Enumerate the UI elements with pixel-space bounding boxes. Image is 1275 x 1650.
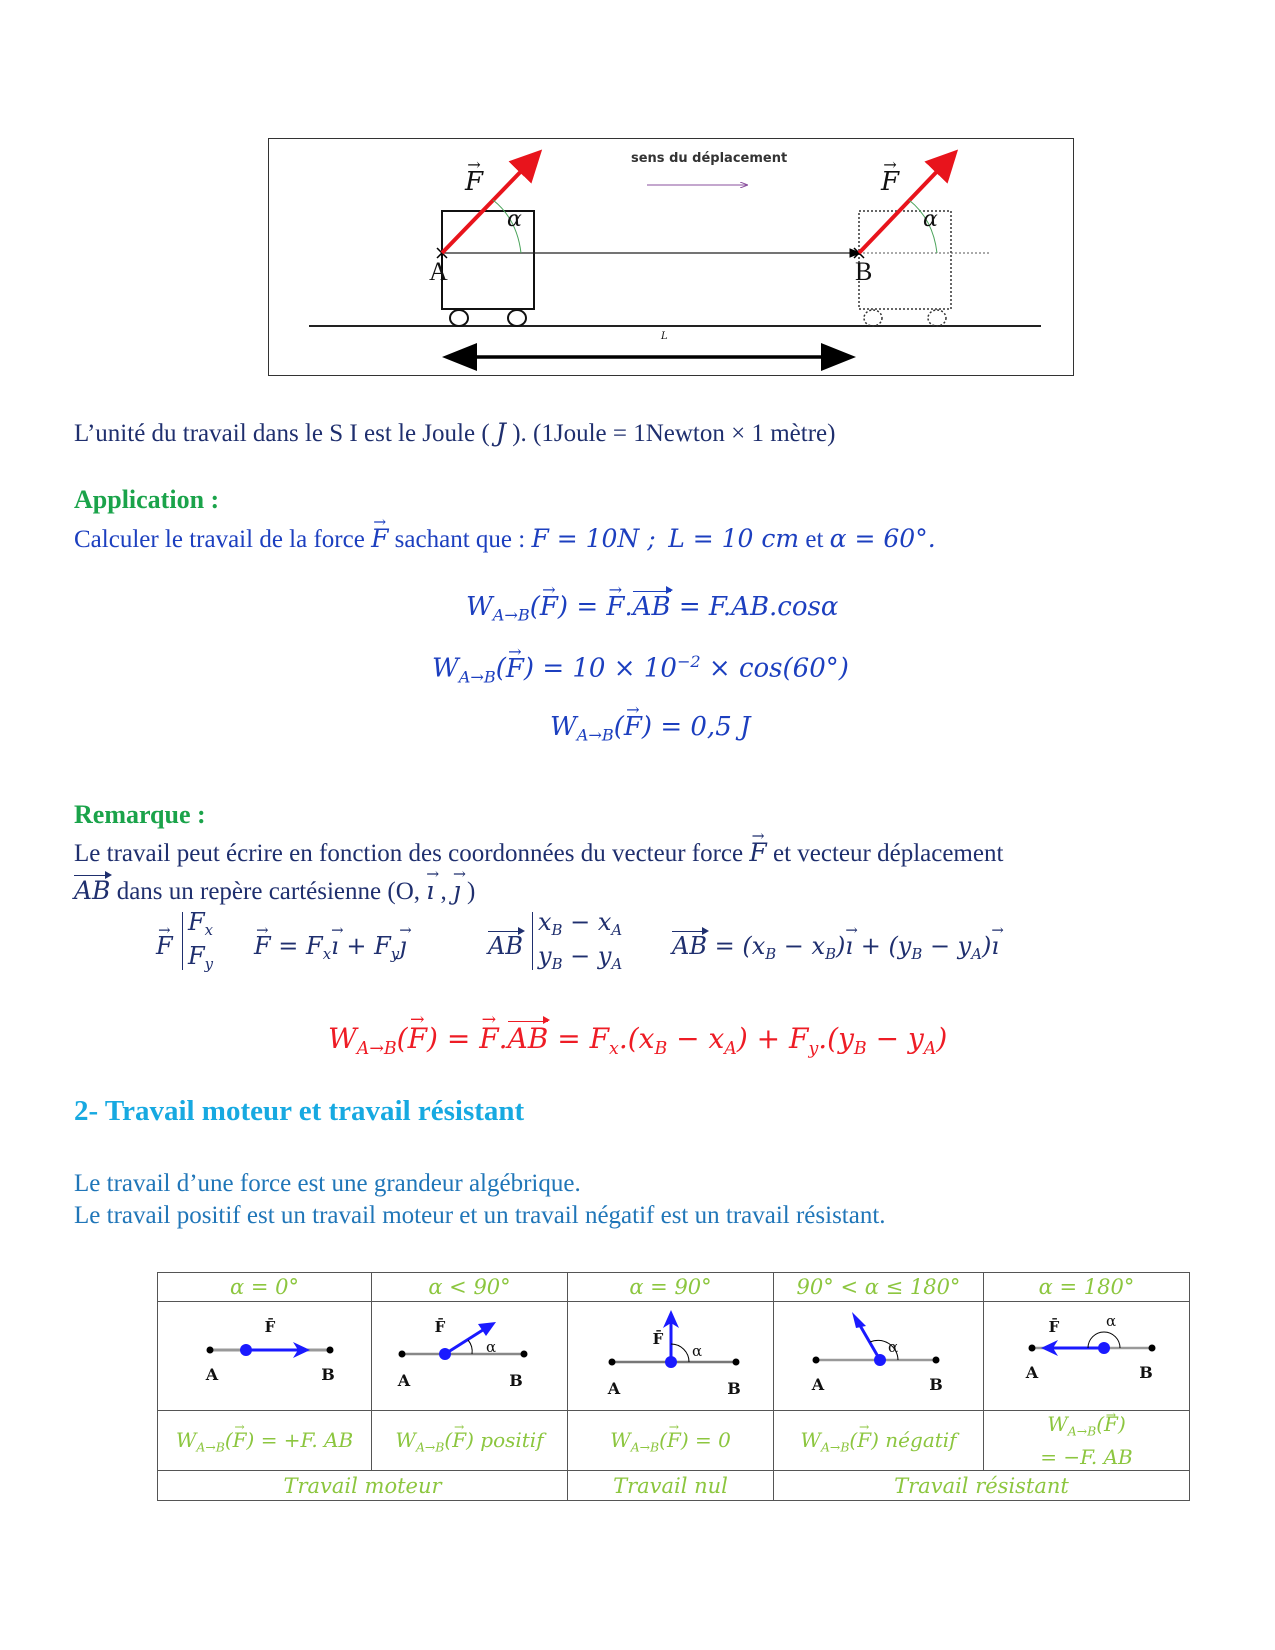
result-alpha-90: $W_{A\to B}(\to F) = 0$ bbox=[568, 1411, 774, 1471]
remarque-line-1: Le travail peut écrire en fonction des coordonnées du vecteur force → F et vecteur déplacement bbox=[74, 838, 1003, 868]
equation-3: $W_{A\to B}(\to F) = 0,5$ J bbox=[550, 712, 750, 745]
category-travail-moteur: Travail moteur bbox=[158, 1471, 568, 1501]
table-diagram-row bbox=[158, 1302, 1190, 1411]
category-travail-resistant: Travail résistant bbox=[774, 1471, 1190, 1501]
ab-decomposition: AB = $(x_B - x_B)\to$ ı + $(y_B - y_A)\to$ ı bbox=[672, 932, 999, 963]
diagram-alpha-lt-90 bbox=[372, 1302, 568, 1411]
svg-text:B: B bbox=[508, 1371, 523, 1390]
result-alpha-lt-90: $W_{A\to B}(\to F)$ positif bbox=[372, 1411, 568, 1471]
svg-text:B: B bbox=[1138, 1363, 1153, 1382]
unit-definition: L’unité du travail dans le S I est le Joule ( J ). (1Joule = 1Newton × 1 mètre) bbox=[74, 418, 836, 447]
svg-text:α: α bbox=[887, 1338, 898, 1356]
displacement-figure bbox=[268, 138, 1074, 376]
table-result-row bbox=[158, 1411, 1190, 1471]
header-alpha-lt-90: α < 90° bbox=[372, 1273, 568, 1302]
angle-label-b: α bbox=[923, 207, 938, 232]
svg-text:F̄: F̄ bbox=[652, 1330, 663, 1348]
cart-diagram bbox=[269, 139, 1075, 377]
diagram-alpha-0 bbox=[158, 1302, 372, 1411]
application-statement: Calculer le travail de la force → F sachant que : F = 10N ; L = 10 cm et α = 60°. bbox=[74, 524, 936, 554]
point-a-label: A bbox=[429, 257, 448, 286]
remarque-heading: Remarque : bbox=[74, 800, 206, 829]
equation-2: $W_{A\to B}(\to F) = 10 \times 10^{-2} \times \cos(60^\circ)$ bbox=[432, 652, 849, 686]
svg-text:F̄: F̄ bbox=[264, 1318, 275, 1336]
diagram-alpha-90 bbox=[568, 1302, 774, 1411]
svg-text:B: B bbox=[928, 1375, 943, 1394]
remarque-line-2: AB dans un repère cartésienne (O, → ı , → ȷ ) bbox=[74, 876, 475, 906]
svg-text:A: A bbox=[1025, 1363, 1038, 1382]
work-cases-table bbox=[157, 1272, 1190, 1501]
result-alpha-0: $W_{A\to B}(\to F) = +F$. AB bbox=[158, 1411, 372, 1471]
svg-text:A: A bbox=[397, 1371, 410, 1390]
header-alpha-90-180: 90° < α ≤ 180° bbox=[774, 1273, 984, 1302]
force-label-b: → F bbox=[881, 167, 899, 197]
diagram-alpha-90-180 bbox=[774, 1302, 984, 1411]
header-alpha-180: α = 180° bbox=[984, 1273, 1190, 1302]
svg-text:A: A bbox=[607, 1379, 620, 1398]
section-2-line-1: Le travail d’une force est une grandeur algébrique. bbox=[74, 1170, 581, 1197]
header-alpha-90: α = 90° bbox=[568, 1273, 774, 1302]
category-travail-nul: Travail nul bbox=[568, 1471, 774, 1501]
svg-text:α: α bbox=[1105, 1312, 1116, 1330]
table-header-row bbox=[158, 1273, 1190, 1302]
application-heading: Application : bbox=[74, 485, 220, 514]
svg-text:α: α bbox=[691, 1342, 702, 1360]
force-label-a: → F bbox=[465, 167, 483, 197]
equation-1: $W_{A\to B}(\to F)$ = → F.AB = F.AB.cosα bbox=[466, 592, 838, 625]
svg-text:B: B bbox=[726, 1379, 741, 1398]
svg-text:F̄: F̄ bbox=[1048, 1318, 1059, 1336]
svg-text:A: A bbox=[811, 1375, 824, 1394]
result-alpha-180: $W_{A\to B}(\to F)$ = −F. AB bbox=[984, 1411, 1190, 1471]
work-coordinate-formula: $W_{A\to B}(\to F)$ = → $F.AB = F_x.(x_B - x_A) + F_y.(y_B - y_A)$ bbox=[328, 1022, 947, 1059]
angle-label-a: α bbox=[507, 207, 522, 232]
result-alpha-90-180: $W_{A\to B}(\to F)$ négatif bbox=[774, 1411, 984, 1471]
section-2-line-2: Le travail positif est un travail moteur et un travail négatif est un travail résistant. bbox=[74, 1202, 886, 1229]
table-category-row bbox=[158, 1471, 1190, 1501]
direction-label: sens du déplacement bbox=[631, 151, 788, 166]
diagram-alpha-180 bbox=[984, 1302, 1190, 1411]
force-decomposition: → $F = F_x\to$ ı + $F_y\to$ ȷ bbox=[254, 932, 407, 963]
svg-text:α: α bbox=[485, 1338, 496, 1356]
svg-text:F̄: F̄ bbox=[434, 1318, 445, 1336]
svg-text:A: A bbox=[205, 1365, 218, 1384]
point-b-label: B bbox=[855, 257, 873, 286]
header-alpha-0: α = 0° bbox=[158, 1273, 372, 1302]
svg-text:B: B bbox=[320, 1365, 335, 1384]
section-2-heading: 2- Travail moteur et travail résistant bbox=[74, 1095, 525, 1127]
length-label: L bbox=[661, 331, 668, 342]
